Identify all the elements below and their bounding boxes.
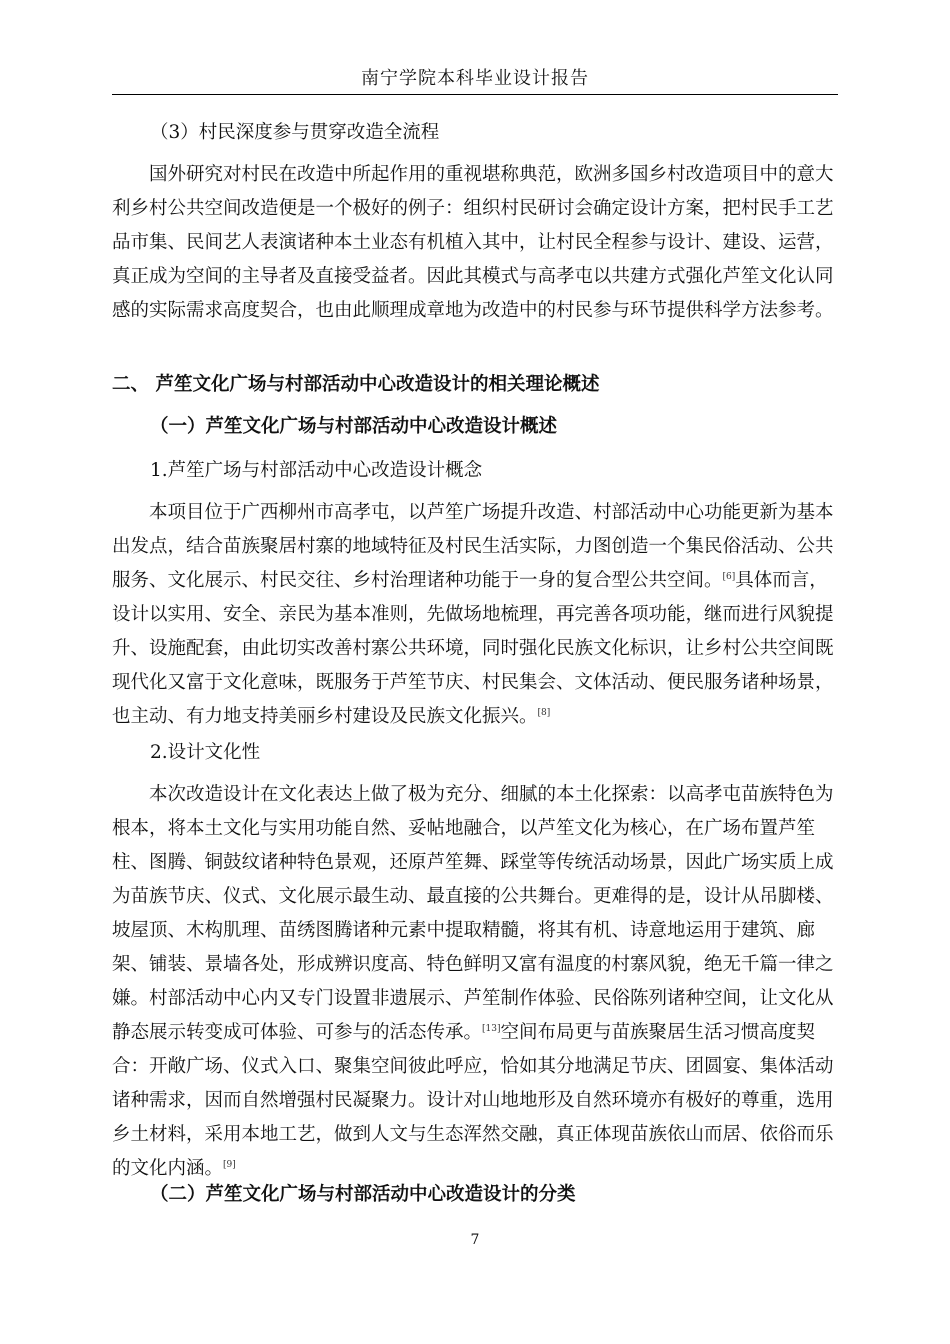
section-heading-2: （二）芦笙文化广场与村部活动中心改造设计的分类 [150, 1184, 576, 1205]
paragraph-text: 本项目位于广西柳州市高孝屯，以芦笙广场提升改造、村部活动中心功能更新为基本出发点，结合苗族聚居村寨的地域特征及村民生活实际，力图创造一个集民俗活动、公共服务、文化展示、村民交往、乡村治理诸种功能于一身的复合型公共空间。 [112, 502, 834, 591]
subsection-heading-3: （3）村民深度参与贯穿改造全流程 [150, 122, 440, 143]
page-number: 7 [470, 1232, 480, 1248]
subsection-heading-1: 1.芦笙广场与村部活动中心改造设计概念 [150, 460, 483, 481]
citation-8: [8] [537, 707, 551, 718]
subsection-heading-2: 2.设计文化性 [150, 742, 261, 763]
paragraph-text: 空间布局更与苗族聚居生活习惯高度契合：开敞广场、仪式入口、聚集空间彼此呼应，恰如其分地满足节庆、团圆宴、集体活动诸种需求，因而自然增强村民凝聚力。设计对山地地形及自然环境亦有极好的尊重，选用乡土材料，采用本地工艺，做到人文与生态浑然交融，真正体现苗族依山而居、依俗而乐的文化内涵。 [112, 1022, 834, 1179]
section-heading-1: （一）芦笙文化广场与村部活动中心改造设计概述 [150, 416, 558, 437]
paragraph-design-culture [112, 778, 838, 1186]
citation-9: [9] [223, 1159, 236, 1170]
chapter-heading-2: 二、 芦笙文化广场与村部活动中心改造设计的相关理论概述 [112, 374, 600, 395]
page-header-title: 南宁学院本科毕业设计报告 [361, 68, 589, 89]
paragraph-villager-participation: 国外研究对村民在改造中所起作用的重视堪称典范，欧洲多国乡村改造项目中的意大利乡村公共空间改造便是一个极好的例子：组织村民研讨会确定设计方案，把村民手工艺品市集、民间艺人表演诸种本土业态有机植入其中，让村民全程参与设计、建设、运营，真正成为空间的主导者及直接受益者。因此其模式与高孝屯以共建方式强化芦笙文化认同感的实际需求高度契合，也由此顺理成章地为改造中的村民参与环节提供科学方法参考。 [112, 164, 834, 321]
citation-6: [6] [722, 571, 736, 582]
paragraph-text: 本次改造设计在文化表达上做了极为充分、细腻的本土化探索：以高孝屯苗族特色为根本，将本土文化与实用功能自然、妥帖地融合，以芦笙文化为核心，在广场布置芦笙柱、图腾、铜鼓纹诸种特色景观，还原芦笙舞、踩堂等传统活动场景，因此广场实质上成为苗族节庆、仪式、文化展示最生动、最直接的公共舞台。更难得的是，设计从吊脚楼、坡屋顶、木构肌理、苗绣图腾诸种元素中提取精髓，将其有机、诗意地运用于建筑、廊架、铺装、景墙各处，形成辨识度高、特色鲜明又富有温度的村寨风貌，绝无千篇一律之嫌。村部活动中心内又专门设置非遗展示、芦笙制作体验、民俗陈列诸种空间，让文化从静态展示转变成可体验、可参与的活态传承。 [112, 784, 834, 1043]
header-divider [112, 94, 838, 95]
paragraph-text: 具体而言，设计以实用、安全、亲民为基本准则，先做场地梳理，再完善各项功能，继而进行风貌提升、设施配套，由此切实改善村寨公共环境，同时强化民族文化标识，让乡村公共空间既现代化又富于文化意味，既服务于芦笙节庆、村民集会、文体活动、便民服务诸种场景，也主动、有力地支持美丽乡村建设及民族文化振兴。 [112, 570, 834, 727]
citation-13: [13] [482, 1023, 501, 1034]
paragraph-design-concept [112, 496, 838, 734]
